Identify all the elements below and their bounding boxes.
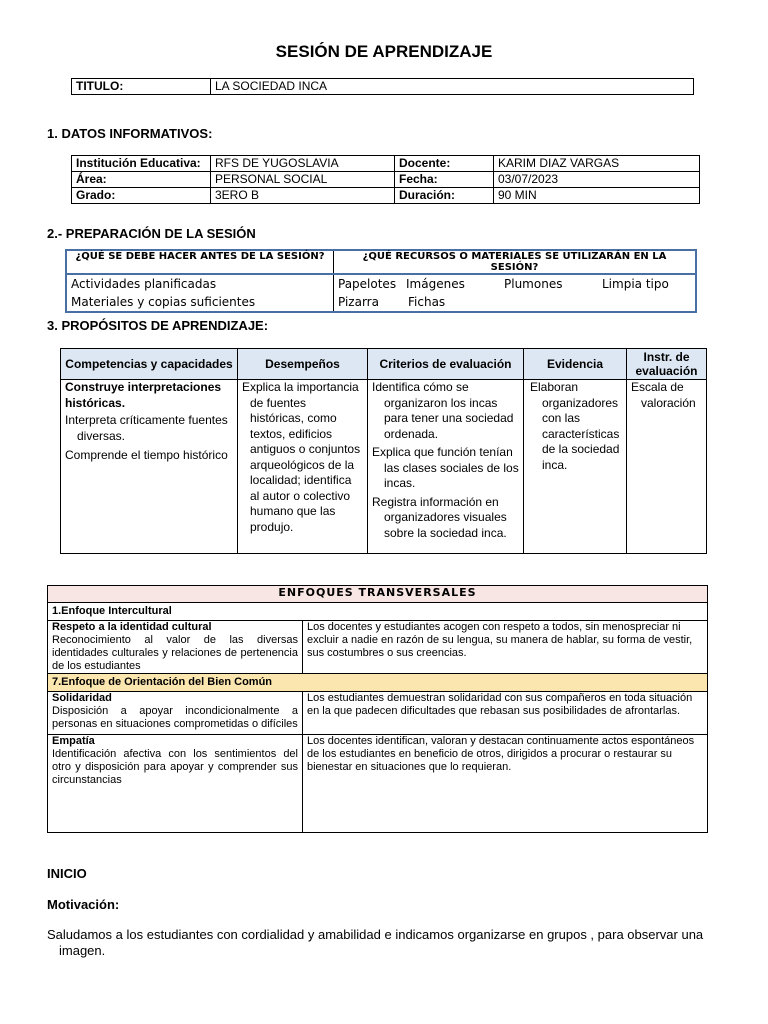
docente-label: Docente: (395, 156, 494, 172)
fecha-label: Fecha: (395, 172, 494, 188)
docente-value: KARIM DIAZ VARGAS (494, 156, 700, 172)
area-label: Área: (72, 172, 211, 188)
criterio-item: Identifica cómo se organizaron los incas para tener una sociedad ordenada. (372, 380, 514, 441)
enfoque-bien-comun: 7.Enfoque de Orientación del Bien Común (48, 674, 708, 692)
prop-header: Evidencia (524, 349, 627, 380)
competencia-title: Construye interpretaciones históricas. (65, 380, 222, 410)
actitud-cell: Los docentes identifican, valoran y destacan continuamente actos espontáneos de los estudiantes en beneficio de otros, dirigidos a procurar o restaurar su bienestar en situaciones que lo requieran. (303, 735, 708, 833)
resource-item: Imágenes (406, 277, 465, 291)
actitud-cell: Los estudiantes demuestran solidaridad con sus compañeros en toda situación en la que padecen dificultades que rebasan sus posibilidades de afrontarlas. (303, 692, 708, 735)
criterio-item: Explica que función tenían las clases sociales de los incas. (372, 445, 519, 490)
preparacion-table (65, 249, 697, 313)
duracion-label: Duración: (395, 188, 494, 204)
enfoque-intercultural: 1.Enfoque Intercultural (48, 603, 708, 621)
enfoques-table (47, 585, 708, 833)
valor-title: Respeto a la identidad cultural (52, 621, 212, 633)
criterio-item: Registra información en organizadores visuales sobre la sociedad inca. (372, 494, 507, 540)
valor-title: Solidaridad (52, 692, 112, 704)
capacidad-item: Interpreta críticamente fuentes diversas. (65, 413, 228, 443)
inicio-heading: INICIO (47, 866, 87, 881)
motivacion-heading: Motivación: (47, 897, 120, 912)
valor-cell (48, 621, 303, 674)
valor-cell (48, 692, 303, 735)
prep-before-item: Materiales y copias suficientes (71, 295, 256, 309)
resource-item: Plumones (504, 277, 563, 291)
prep-header-resources: ¿QUÉ RECURSOS O MATERIALES SE UTILIZARÁN EN LA SESIÓN? (334, 250, 697, 274)
valor-desc: Reconocimiento al valor de las diversas identidades culturales y relaciones de pertenencia de los estudiantes (52, 634, 298, 672)
prep-before-cell (66, 274, 334, 312)
area-value: PERSONAL SOCIAL (211, 172, 395, 188)
criterios-cell (368, 380, 524, 554)
actitud-cell: Los docentes y estudiantes acogen con respeto a todos, sin menospreciar ni excluir a nadie en razón de su lengua, su manera de hablar, su forma de vestir, sus costumbres o sus creencias. (303, 621, 708, 674)
titulo-value: LA SOCIEDAD INCA (211, 79, 694, 95)
valor-title: Empatía (52, 735, 95, 747)
section-datos: 1. DATOS INFORMATIVOS: (47, 126, 213, 141)
page-title: SESIÓN DE APRENDIZAJE (275, 42, 493, 61)
prep-resources-cell (334, 274, 697, 312)
prep-before-item: Actividades planificadas (71, 277, 217, 291)
evidencia-cell: Elaboran organizadores con las características de la sociedad inca. (524, 380, 627, 554)
capacidad-item: Comprende el tiempo histórico (65, 448, 228, 462)
instrumento-cell: Escala de valoración (627, 380, 707, 554)
datos-table (71, 155, 700, 204)
competencias-cell (61, 380, 238, 554)
prop-header: Desempeños (238, 349, 368, 380)
inst-label: Institución Educativa: (72, 156, 211, 172)
resource-item: Limpia tipo (602, 277, 669, 291)
fecha-value: 03/07/2023 (494, 172, 700, 188)
grado-label: Grado: (72, 188, 211, 204)
valor-cell (48, 735, 303, 833)
titulo-label: TITULO: (72, 79, 211, 95)
duracion-value: 90 MIN (494, 188, 700, 204)
prop-header: Competencias y capacidades (61, 349, 238, 380)
desempeno-cell: Explica la importancia de fuentes históricas, como textos, edificios antiguos o conjuntos arqueológicos de la localidad; identifica al autor o colectivo humano que las produjo. (238, 380, 368, 554)
titulo-table (71, 78, 694, 95)
propositos-table (60, 348, 707, 554)
section-preparacion: 2.- PREPARACIÓN DE LA SESIÓN (47, 226, 256, 241)
prop-header: Instr. de evaluación (627, 349, 707, 380)
motivacion-text: Saludamos a los estudiantes con cordialidad y amabilidad e indicamos organizarse en grupos , para observar una imagen. (47, 927, 704, 958)
prop-header: Criterios de evaluación (368, 349, 524, 380)
valor-desc: Disposición a apoyar incondicionalmente a personas en situaciones comprometidas o difíciles (52, 705, 298, 730)
resource-item: Fichas (408, 295, 446, 309)
valor-desc: Identificación afectiva con los sentimientos del otro y disposición para apoyar y comprender sus circunstancias (52, 748, 298, 786)
resource-item: Pizarra (338, 295, 379, 309)
section-propositos: 3. PROPÓSITOS DE APRENDIZAJE: (47, 318, 269, 333)
prep-header-before: ¿QUÉ SE DEBE HACER ANTES DE LA SESIÓN? (66, 250, 334, 274)
resource-item: Papelotes (338, 277, 397, 291)
enfoques-title: ENFOQUES TRANSVERSALES (48, 586, 708, 603)
grado-value: 3ERO B (211, 188, 395, 204)
inst-value: RFS DE YUGOSLAVIA (211, 156, 395, 172)
